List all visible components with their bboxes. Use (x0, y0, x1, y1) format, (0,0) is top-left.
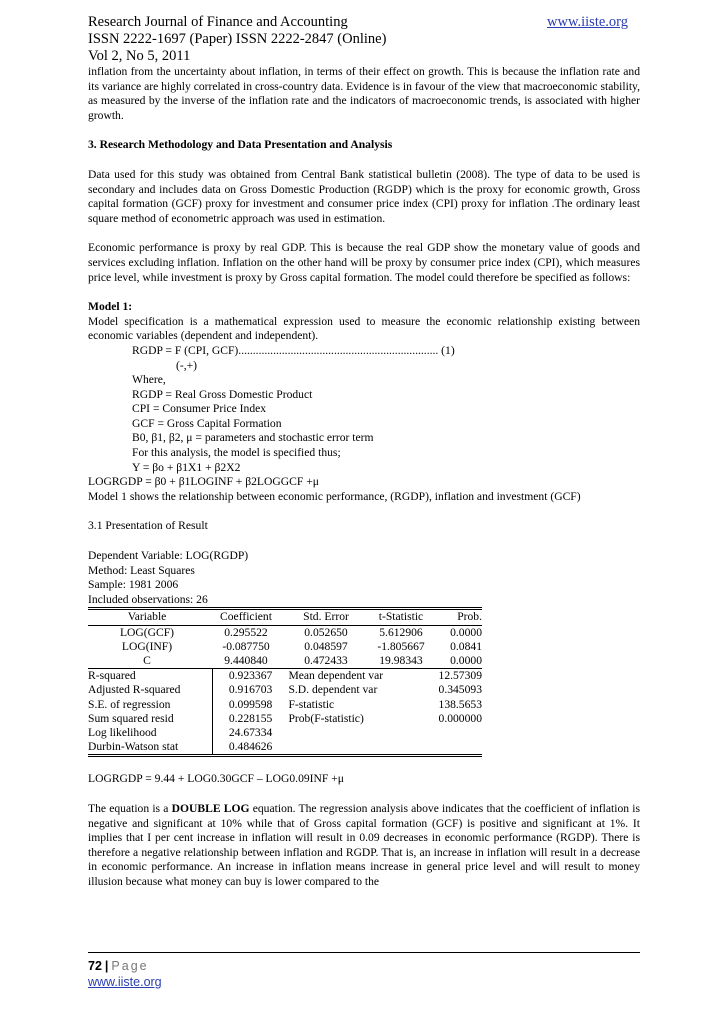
stat-value: 0.228155 (228, 711, 273, 725)
conclusion-paragraph (88, 802, 640, 890)
stat-label: Adjusted R-squared (88, 683, 212, 697)
stat-label: Prob(F-statistic) (288, 711, 364, 725)
cell: 9.440840 (224, 654, 268, 668)
data-paragraph: Data used for this study was obtained from Central Bank statistical bulletin (2008). The type of data to be used is secondary and includes data on Gross Domestic Production (RGDP) which is the proxy for economic growth, Gross capital formation (GCF) proxy for investment and consumer price index (CPI) proxy for inflation .The ordinary least square method of econometric approach was used in estimation. (88, 167, 640, 225)
footer-rule (88, 952, 640, 953)
def-cpi: CPI = Consumer Price Index (132, 402, 267, 416)
equation-1: RGDP = F (CPI, GCF)..................................................................... (1) (132, 343, 455, 357)
stat-label (288, 740, 416, 756)
stats-row (88, 712, 482, 726)
expected-signs: (-,+) (176, 358, 198, 372)
stat-value (416, 726, 482, 740)
linear-model: Y = βo + β1X1 + β2X2 (132, 460, 241, 474)
page-separator: | (104, 959, 109, 973)
method: Method: Least Squares (88, 563, 195, 577)
col-header: Variable (127, 610, 167, 624)
for-this-analysis: For this analysis, the model is specified thus; (132, 446, 341, 460)
dependent-variable: Dependent Variable: LOG(RGDP) (88, 549, 249, 563)
stat-value: 0.345093 (438, 683, 482, 697)
col-header: t-Statistic (378, 610, 424, 624)
cell: C (143, 654, 151, 668)
cell: 19.98343 (379, 654, 423, 668)
cell: 5.612906 (379, 625, 423, 639)
stat-label: F-statistic (288, 697, 335, 711)
cell: 0.0000 (450, 654, 482, 668)
cell: 0.0000 (450, 625, 482, 639)
model-shows: Model 1 shows the relationship between economic performance, (RGDP), inflation and investment (GCF) (88, 489, 581, 503)
volume-line: Vol 2, No 5, 2011 (88, 48, 191, 64)
regression-stats-table (88, 668, 482, 757)
stats-row (88, 669, 482, 684)
page-number-line (88, 959, 640, 973)
page-number: 72 (88, 959, 102, 973)
stat-value (416, 740, 482, 756)
issn-line: ISSN 2222-1697 (Paper) ISSN 2222-2847 (Online) (88, 31, 387, 47)
stat-value: 12.57309 (438, 669, 482, 683)
stat-value: 138.5653 (438, 697, 482, 711)
cell: 0.472433 (304, 654, 348, 668)
running-header (88, 14, 640, 65)
result-heading: 3.1 Presentation of Result (88, 519, 208, 533)
double-log-term: DOUBLE LOG (171, 802, 250, 816)
stats-row (88, 726, 482, 740)
def-gcf: GCF = Gross Capital Formation (132, 416, 282, 430)
cell: 0.0841 (450, 639, 482, 653)
stat-label: R-squared (88, 669, 212, 684)
intro-paragraph: inflation from the uncertainty about inflation, in terms of their effect on growth. This is because the inflation rate and its variance are highly correlated in cross-country data. Evidence is in favour of the view that macroeconomic stability, as measured by the inverse of the inflation rate and the indicators of macroeconomic trends, is associated with higher growth. (88, 65, 640, 122)
stats-row (88, 683, 482, 697)
stat-value: 0.916703 (228, 683, 273, 697)
table-header-row (88, 609, 482, 625)
where-label: Where, (132, 373, 166, 387)
estimated-equation: LOGRGDP = 9.44 + LOG0.30GCF – LOG0.09INF +μ (88, 772, 344, 786)
cell: 0.052650 (304, 625, 348, 639)
cell: LOG(GCF) (119, 625, 175, 639)
col-header: Prob. (457, 610, 482, 624)
page-word: Page (111, 959, 149, 973)
cell: -1.805667 (377, 639, 425, 653)
conclusion-pre: The equation is a (88, 802, 172, 816)
page-content (88, 14, 640, 890)
cell: -0.087750 (222, 639, 270, 653)
model-title: Model 1: (88, 300, 133, 314)
journal-url-link[interactable]: www.iiste.org (547, 14, 628, 30)
stats-row (88, 698, 482, 712)
def-params: B0, β1, β2, μ = parameters and stochastic error term (132, 431, 374, 445)
sample: Sample: 1981 2006 (88, 578, 179, 592)
stat-label: Sum squared resid (88, 712, 212, 726)
stat-value: 0.000000 (438, 711, 482, 725)
observations: Included observations: 26 (88, 592, 208, 606)
stat-label: Log likelihood (88, 726, 212, 740)
stat-value: 0.484626 (228, 740, 273, 754)
stat-value: 0.923367 (228, 669, 273, 683)
stat-value: 24.67334 (228, 726, 273, 740)
regression-table (88, 607, 482, 668)
stat-label (288, 726, 416, 740)
section-heading: 3. Research Methodology and Data Presentation and Analysis (88, 138, 393, 152)
stat-value: 0.099598 (228, 697, 273, 711)
footer-url-link[interactable]: www.iiste.org (88, 975, 162, 989)
performance-paragraph: Economic performance is proxy by real GDP. This is because the real GDP show the monetary value of goods and services excluding inflation. Inflation on the other hand will be proxy by consumer price index (CPI), which measures price level, while investment is proxy by Gross capital formation. The model could therefore be specified as follows: (88, 241, 640, 284)
table-row (88, 625, 482, 640)
cell: LOG(INF) (121, 639, 173, 653)
table-row (88, 640, 482, 654)
col-header: Std. Error (303, 610, 349, 624)
stat-label: Mean dependent var (288, 669, 384, 683)
cell: 0.048597 (304, 639, 348, 653)
col-header: Coefficient (220, 610, 272, 624)
stat-label: Durbin-Watson stat (88, 740, 212, 756)
cell: 0.295522 (224, 625, 268, 639)
def-rgdp: RGDP = Real Gross Domestic Product (132, 387, 313, 401)
log-model: LOGRGDP = β0 + β1LOGINF + β2LOGGCF +μ (88, 475, 319, 489)
conclusion-post: equation. The regression analysis above indicates that the coefficient of inflation is negative and significant at 10% while that of Gross capital formation (GCF) is positive and significant at 1%. It implies that I per cent increase in inflation will result in 0.09 decreases in economic performance (RGDP). There is therefore a negative relationship between inflation and RGDP. That is, an increase in inflation will result in a decrease in economic performance. An increase in inflation means increase in general price level and will result to money illusion because what money can buy is lower compared to the (88, 802, 640, 888)
stat-label: S.E. of regression (88, 698, 212, 712)
model-spec-text: Model specification is a mathematical expression used to measure the economic relationship existing between economic variables (dependent and independent). (88, 314, 640, 343)
page-footer (88, 952, 640, 989)
stats-row (88, 740, 482, 756)
table-row (88, 654, 482, 668)
stat-label: S.D. dependent var (288, 683, 378, 697)
journal-title: Research Journal of Finance and Accounting (88, 14, 348, 30)
